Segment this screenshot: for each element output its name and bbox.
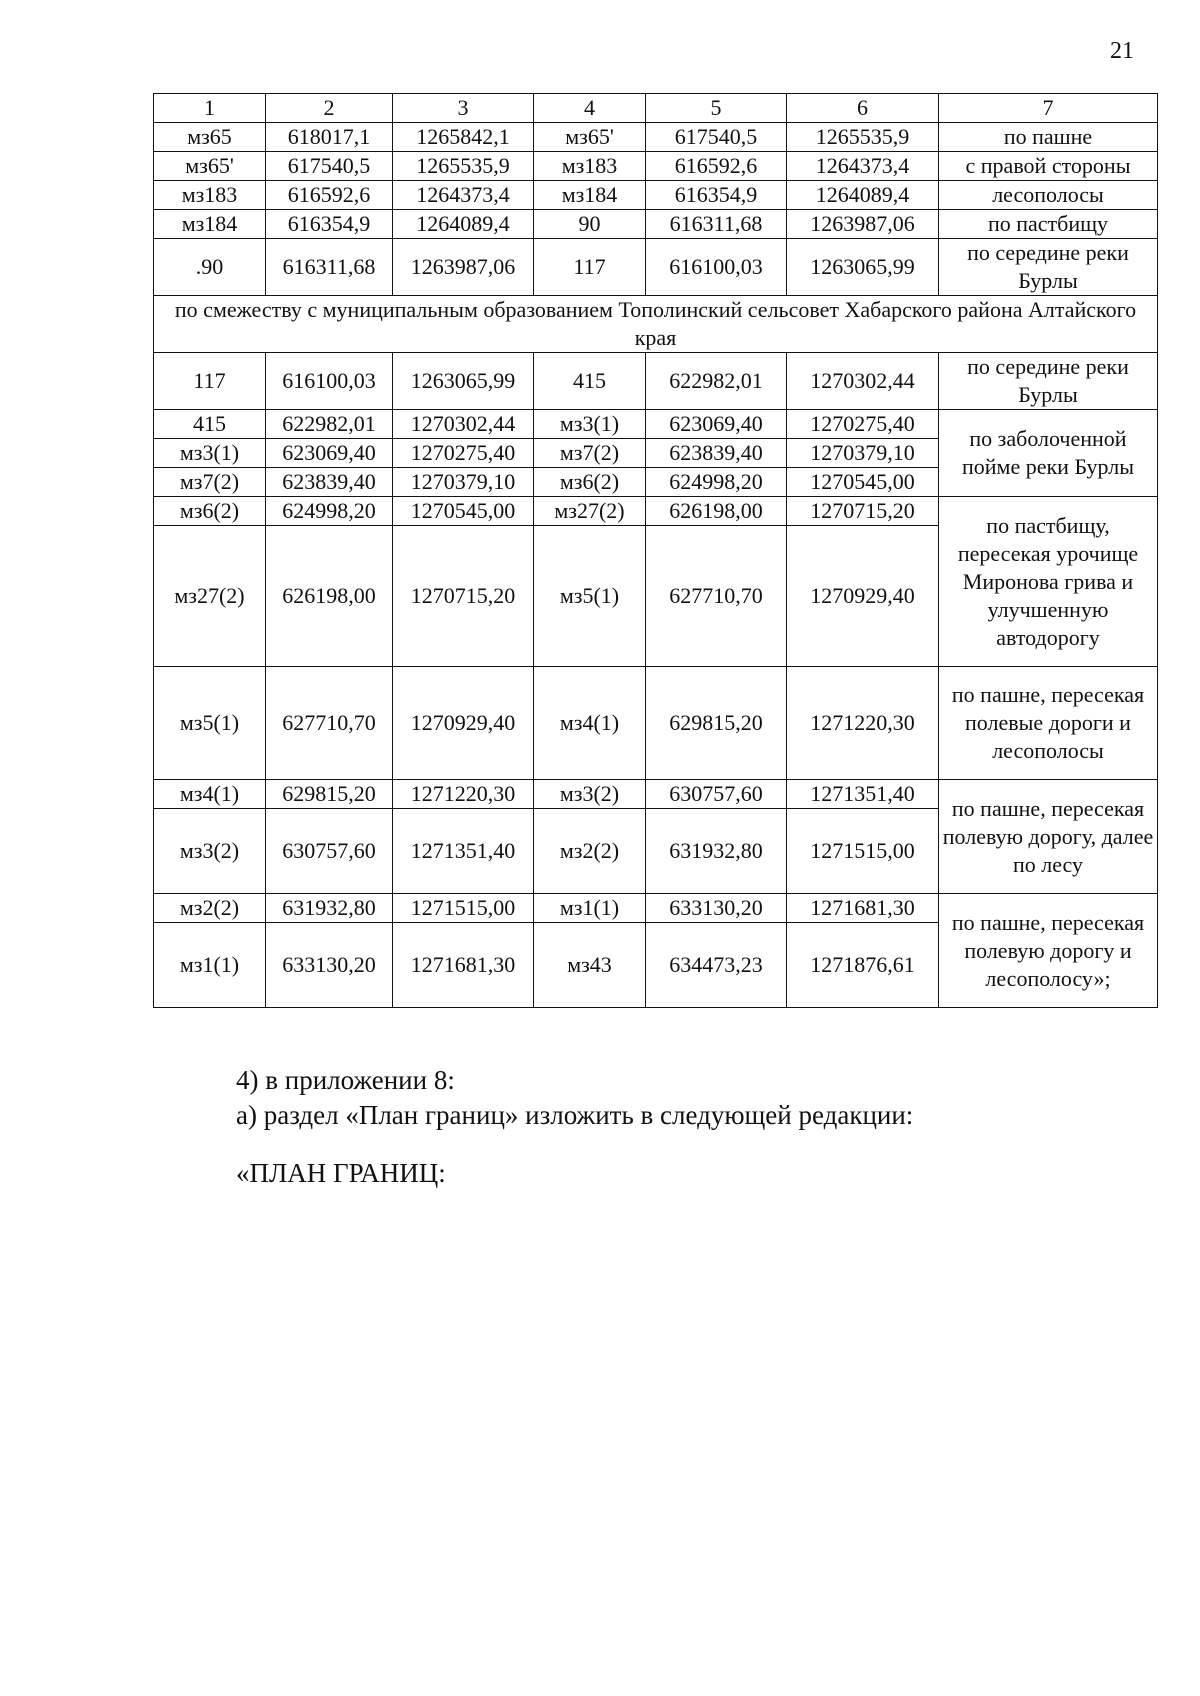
table-cell: 1271351,40 — [393, 809, 534, 894]
table-row — [154, 123, 1158, 152]
table-row — [154, 667, 1158, 780]
table-cell: 616311,68 — [266, 239, 393, 296]
table-row — [154, 894, 1158, 923]
table-cell: 90 — [534, 210, 646, 239]
table-cell: 616354,9 — [266, 210, 393, 239]
table-cell: 117 — [154, 353, 266, 410]
table-cell: мз2(2) — [154, 894, 266, 923]
table-cell: 623839,40 — [266, 468, 393, 497]
table-row — [154, 410, 1158, 439]
table-cell: 629815,20 — [266, 780, 393, 809]
table-cell: мз65 — [154, 123, 266, 152]
table-cell: 1263065,99 — [787, 239, 939, 296]
description-cell: по пастбищу — [939, 210, 1158, 239]
header-cell: 5 — [646, 94, 787, 123]
table-cell: мз6(2) — [534, 468, 646, 497]
table-cell: мз3(1) — [154, 439, 266, 468]
table-cell: 616592,6 — [266, 181, 393, 210]
table-cell: 629815,20 — [646, 667, 787, 780]
table-cell: мз184 — [534, 181, 646, 210]
table-cell: мз7(2) — [534, 439, 646, 468]
span-cell: по смежеству с муниципальным образованием Тополинский сельсовет Хабарского района Алтайского края — [154, 296, 1158, 353]
table-cell: 616354,9 — [646, 181, 787, 210]
amendment-item-4: 4) в приложении 8: — [236, 1065, 455, 1095]
table-cell: 1270545,00 — [787, 468, 939, 497]
table-cell: мз1(1) — [154, 923, 266, 1008]
table-cell: 1265535,9 — [393, 152, 534, 181]
table-cell: 630757,60 — [266, 809, 393, 894]
table-cell: мз183 — [534, 152, 646, 181]
description-cell: по середине реки Бурлы — [939, 353, 1158, 410]
table-cell: мз43 — [534, 923, 646, 1008]
description-cell: по заболоченной пойме реки Бурлы — [939, 410, 1158, 497]
table-cell: 616311,68 — [646, 210, 787, 239]
table-cell: 623069,40 — [266, 439, 393, 468]
table-row — [154, 497, 1158, 526]
table-cell: 616100,03 — [266, 353, 393, 410]
table-cell: 1270379,10 — [393, 468, 534, 497]
table-cell: мз65' — [534, 123, 646, 152]
description-cell: по пашне, пересекая полевые дороги и лесополосы — [939, 667, 1158, 780]
table-cell: 1270379,10 — [787, 439, 939, 468]
table-cell: 1263987,06 — [787, 210, 939, 239]
table-cell: 1270275,40 — [787, 410, 939, 439]
table-cell: мз3(2) — [154, 809, 266, 894]
section-heading: «ПЛАН ГРАНИЦ: — [236, 1158, 446, 1188]
table-cell: 622982,01 — [266, 410, 393, 439]
table-cell: 624998,20 — [266, 497, 393, 526]
table-cell: мз183 — [154, 181, 266, 210]
table-cell: 1271876,61 — [787, 923, 939, 1008]
table-cell: мз4(1) — [154, 780, 266, 809]
table-cell: мз3(2) — [534, 780, 646, 809]
table-cell: 1264089,4 — [393, 210, 534, 239]
table-cell: 1270929,40 — [787, 526, 939, 667]
table-cell: 415 — [154, 410, 266, 439]
table-cell: 616100,03 — [646, 239, 787, 296]
table-span-row — [154, 296, 1158, 353]
table-cell: 1271681,30 — [393, 923, 534, 1008]
table-cell: 1263987,06 — [393, 239, 534, 296]
description-cell: с правой стороны — [939, 152, 1158, 181]
table-cell: 1270302,44 — [393, 410, 534, 439]
table-cell: мз1(1) — [534, 894, 646, 923]
description-cell: лесополосы — [939, 181, 1158, 210]
header-cell: 2 — [266, 94, 393, 123]
description-cell: по пастбищу, пересекая урочище Миронова грива и улучшенную автодорогу — [939, 497, 1158, 667]
table-cell: 617540,5 — [266, 152, 393, 181]
description-cell: по пашне, пересекая полевую дорогу, далее по лесу — [939, 780, 1158, 894]
table-cell: 1271515,00 — [787, 809, 939, 894]
table-cell: 415 — [534, 353, 646, 410]
table-cell: 1271220,30 — [393, 780, 534, 809]
table-cell: 618017,1 — [266, 123, 393, 152]
table-cell: мз2(2) — [534, 809, 646, 894]
table-cell: 616592,6 — [646, 152, 787, 181]
description-cell: по пашне — [939, 123, 1158, 152]
table-row — [154, 780, 1158, 809]
table-cell: мз7(2) — [154, 468, 266, 497]
table-cell: 1270715,20 — [787, 497, 939, 526]
table-cell: 631932,80 — [646, 809, 787, 894]
table-cell: 1270545,00 — [393, 497, 534, 526]
table-cell: 623069,40 — [646, 410, 787, 439]
table-cell: 1271351,40 — [787, 780, 939, 809]
table-cell: 623839,40 — [646, 439, 787, 468]
table-cell: 1263065,99 — [393, 353, 534, 410]
table-cell: 1270929,40 — [393, 667, 534, 780]
description-cell: по середине реки Бурлы — [939, 239, 1158, 296]
header-cell: 7 — [939, 94, 1158, 123]
table-cell: 1271681,30 — [787, 894, 939, 923]
table-header-row — [154, 94, 1158, 123]
table-cell: мз3(1) — [534, 410, 646, 439]
table-cell: 626198,00 — [646, 497, 787, 526]
table-cell: 634473,23 — [646, 923, 787, 1008]
table-row — [154, 181, 1158, 210]
table-cell: 624998,20 — [646, 468, 787, 497]
header-cell: 1 — [154, 94, 266, 123]
table-cell: 631932,80 — [266, 894, 393, 923]
table-cell: 117 — [534, 239, 646, 296]
table-cell: мз6(2) — [154, 497, 266, 526]
table-cell: 1265842,1 — [393, 123, 534, 152]
table-cell: 630757,60 — [646, 780, 787, 809]
header-cell: 4 — [534, 94, 646, 123]
table-cell: 633130,20 — [646, 894, 787, 923]
table-cell: 1271220,30 — [787, 667, 939, 780]
table-row — [154, 239, 1158, 296]
table-cell: 1270715,20 — [393, 526, 534, 667]
table-cell: 1264089,4 — [787, 181, 939, 210]
table-cell: мз5(1) — [534, 526, 646, 667]
table-cell: 622982,01 — [646, 353, 787, 410]
table-row — [154, 152, 1158, 181]
table-cell: 1270302,44 — [787, 353, 939, 410]
table-row — [154, 353, 1158, 410]
header-cell: 3 — [393, 94, 534, 123]
table-row — [154, 210, 1158, 239]
table-cell: 626198,00 — [266, 526, 393, 667]
table-cell: 627710,70 — [646, 526, 787, 667]
page-number: 21 — [1110, 38, 1134, 64]
table-cell: мз27(2) — [534, 497, 646, 526]
table-cell: мз5(1) — [154, 667, 266, 780]
table-cell: мз4(1) — [534, 667, 646, 780]
table-cell: 1265535,9 — [787, 123, 939, 152]
table-cell: мз184 — [154, 210, 266, 239]
table-cell: 633130,20 — [266, 923, 393, 1008]
table-cell: 1264373,4 — [787, 152, 939, 181]
boundary-table — [153, 93, 1158, 1008]
table-cell: мз27(2) — [154, 526, 266, 667]
table-cell: 1264373,4 — [393, 181, 534, 210]
description-cell: по пашне, пересекая полевую дорогу и лесополосу»; — [939, 894, 1158, 1008]
table-cell: 617540,5 — [646, 123, 787, 152]
table-cell: 1271515,00 — [393, 894, 534, 923]
table-cell: 627710,70 — [266, 667, 393, 780]
table-cell: .90 — [154, 239, 266, 296]
amendment-subitem-a: а) раздел «План границ» изложить в следующей редакции: — [236, 1100, 914, 1130]
table-cell: мз65' — [154, 152, 266, 181]
table-cell: 1270275,40 — [393, 439, 534, 468]
header-cell: 6 — [787, 94, 939, 123]
